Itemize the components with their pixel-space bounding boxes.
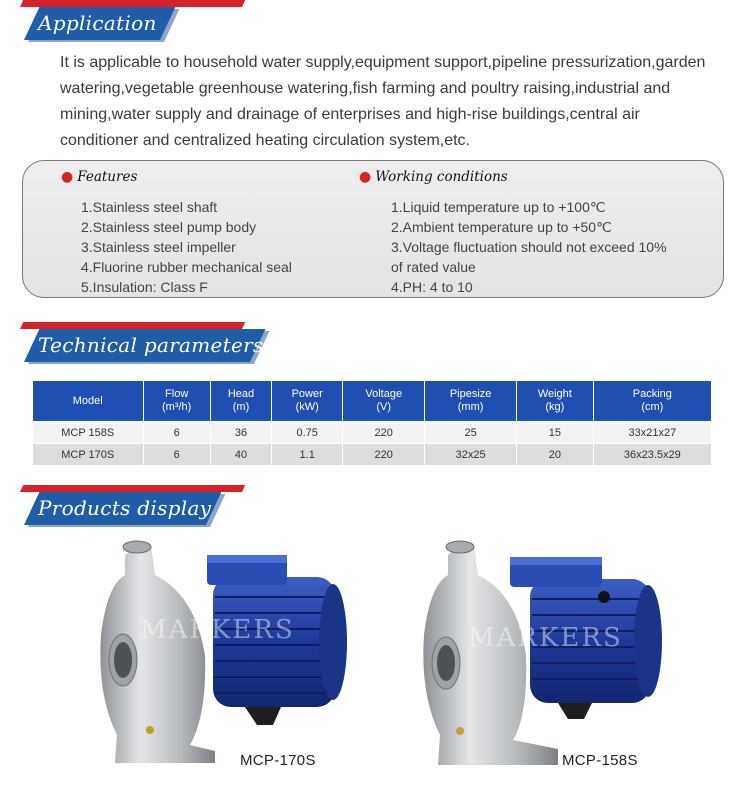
list-item: 1.Liquid temperature up to +100℃ [391,199,606,215]
table-header-row [33,381,711,421]
technical-heading: Technical parameters [38,333,264,357]
list-item: 5.Insulation: Class F [81,279,208,295]
table-row [33,444,711,465]
table-cell: 6 [144,444,210,465]
table-cell: MCP 170S [33,444,143,465]
table-cell: 220 [343,422,424,443]
features-column [61,169,292,297]
column-header: Flow (m³/h) [144,381,210,421]
table-cell: 6 [144,422,210,443]
column-header: Voltage (V) [343,381,424,421]
bullet-icon: ● [61,169,74,185]
column-header: Pipesize (mm) [425,381,516,421]
table-row [33,422,711,443]
watermark: MARKERS [140,615,295,645]
watermark: MARKERS [468,623,623,653]
products-heading: Products display [38,496,212,520]
features-title: ● Features [61,169,138,185]
table-cell: 36x23.5x29 [594,444,711,465]
pump-image [95,535,355,775]
features-list [61,197,292,297]
list-item: 4.PH: 4 to 10 [391,279,473,295]
list-item: 2.Stainless steel pump body [81,219,257,235]
parameters-table [32,380,712,466]
working-list [359,197,679,297]
table-cell: 33x21x27 [594,422,711,443]
column-header: Model [33,381,143,421]
list-item: 3.Stainless steel impeller [81,239,236,255]
column-header: Weight (kg) [517,381,593,421]
table-cell: 1.1 [272,444,342,465]
list-item: 3.Voltage fluctuation should not exceed 10% of rated value [391,239,667,275]
product-mcp-170s [95,535,355,775]
table-cell: 220 [343,444,424,465]
features-panel [22,160,724,298]
table-cell: 25 [425,422,516,443]
pump-image [418,535,678,775]
table-cell: MCP 158S [33,422,143,443]
table-cell: 20 [517,444,593,465]
column-header: Power (kW) [272,381,342,421]
column-header: Head (m) [211,381,271,421]
application-text: It is applicable to household water supply,equipment support,pipeline pressurization,garden watering,vegetable greenhouse watering,fish farming and poultry raising,industrial and mining,water supply and drainage of enterprises and high-rise buildings,central air conditioner and centralized heating circulation system,etc. [60,54,706,149]
list-item: 1.Stainless steel shaft [81,199,218,215]
bullet-icon: ● [359,169,372,185]
table-cell: 0.75 [272,422,342,443]
application-heading: Application [38,11,157,35]
working-column [359,169,679,297]
product-caption-1: MCP-170S [240,752,316,769]
list-item: 4.Fluorine rubber mechanical seal [81,259,292,275]
list-item: 2.Ambient temperature up to +50℃ [391,219,612,235]
table-cell: 36 [211,422,271,443]
table-cell: 15 [517,422,593,443]
column-header: Packing (cm) [594,381,711,421]
table-cell: 32x25 [425,444,516,465]
product-caption-2: MCP-158S [562,752,638,769]
working-title: ● Working conditions [359,169,508,185]
table-cell: 40 [211,444,271,465]
product-mcp-158s [418,535,678,775]
